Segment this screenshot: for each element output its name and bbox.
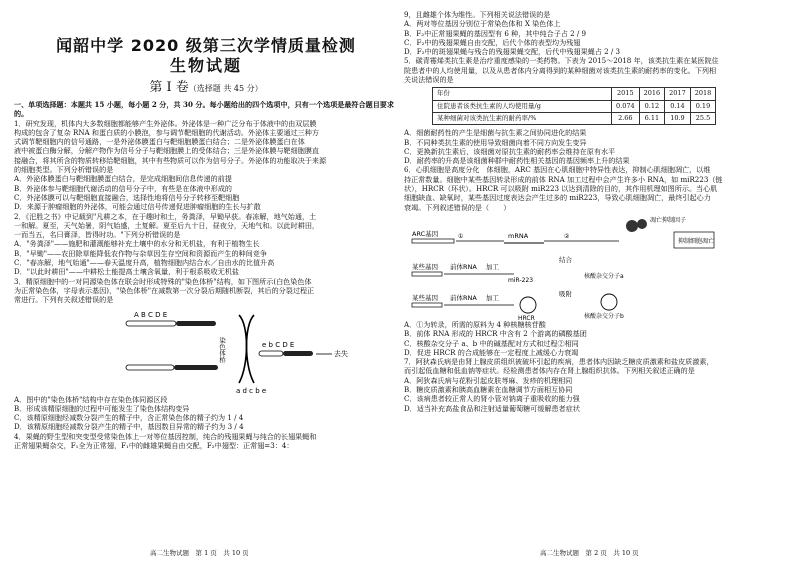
text-line: 院患者中的人均使用量，以及从患者体内分离得到的某种细菌对该类抗生素的耐药率的变化。下列相	[404, 65, 717, 75]
section-sub: （选择题 共 45 分）	[188, 84, 263, 93]
left-column	[14, 10, 398, 450]
text-line: 2．《汜胜之书》中记载到"凡耕之本，在于趣时和土，务粪泽，早锄早获。春冻解，地气始通，土	[14, 211, 317, 221]
text-line: C．该病患者较正常人的肾小管对钠离子重吸收的能力强	[404, 394, 580, 404]
mirna-mechanism-figure	[404, 212, 788, 320]
text-line: D．该精原细胞经减数分裂产生的精子中，基因数目异常的精子约为 3 / 4	[14, 422, 244, 432]
text-line: 1．研究发现，机体内大多数细胞都能够产生外泌体。外泌体是一种广泛分布于体液中的由双层膜	[14, 118, 317, 128]
gene-b-bar	[412, 303, 442, 307]
arc-gene-bar	[412, 239, 454, 243]
table-cell: 6.11	[639, 112, 665, 124]
text-line: D．来源于肿瘤细胞的外泌体，可能会通过信号传递促进肿瘤细胞的生长与扩散	[14, 202, 261, 212]
chromosome-white-right	[259, 351, 283, 356]
text-line: C．核酸杂交分子 a、b 中的碱基配对方式和过程②相同	[404, 338, 579, 348]
fig2-hrcr-label: HRCR	[518, 314, 535, 320]
fig2-hybrid-b-label: 核酸杂交分子b	[584, 312, 624, 320]
chromosome-black-top	[176, 321, 216, 326]
subject-title: 生物试题	[169, 56, 242, 75]
text-line: 为正常染色体，字母表示基因)，"染色体桥"在减数第一次分裂后期随机断裂，其后的分裂过程正	[14, 285, 315, 295]
text-line: 液中被蛋白酶分解，分解产物作为信号分子与靶细胞膜上的受体结合；三是外泌体膜与靶细胞膜直	[14, 146, 320, 156]
table-cell: 2016	[639, 88, 665, 100]
text-line: A．外泌体膜蛋白与靶细胞膜蛋白结合，是完成细胞间信息传递的前提	[14, 174, 232, 184]
fig2-mir-label: miR-223	[508, 276, 534, 284]
text-line: A．①为转录，所需的原料为 4 种核糖核苷酸	[404, 319, 546, 329]
text-line: 接融合，将其所含的物质转移给靶细胞，其中有些物质可以作为信号分子。外泌体的功能取决于来源	[14, 155, 327, 165]
text-line: B．形成该精原细胞的过程中可能发生了染色体结构变异	[14, 403, 190, 413]
text-line: D．促进 HRCR 的合成能够在一定程度上减缓心力衰竭	[404, 347, 579, 357]
fig1-label-right: e b C D E	[262, 340, 295, 349]
table-row	[433, 100, 716, 112]
text-line: 细胞缺血、缺氧时，某些基因过度表达会产生过多的 miR223，导致心肌细胞凋亡，最终引起心力	[404, 193, 711, 203]
fig2-apop-label: 凋亡抑制因子	[650, 216, 687, 224]
right-question-text-3	[404, 320, 788, 413]
section-heading	[14, 80, 398, 97]
text-line: D．适当补充高盐食品和注射适量葡萄糖可缓解患者症状	[404, 403, 580, 413]
table-cell: 0.074	[612, 100, 640, 112]
chromosome-white-top	[126, 321, 176, 326]
section-label: 第 Ⅰ 卷	[149, 80, 189, 95]
left-question-text-2	[14, 395, 398, 451]
fig2-process-label: 加工	[486, 262, 499, 271]
antibiotic-table	[432, 87, 716, 125]
instructions: 一、单项选择题：本题共 15 小题，每小题 2 分，共 30 分。每小题给出的四个选项中，只有一个选项是最符合题目要求的。	[14, 100, 394, 119]
hrcr-ring	[520, 297, 536, 313]
fig2-inhibit-label: 抑制细胞凋亡	[678, 237, 715, 245]
fig2-hybrid-a-label: 核酸杂交分子a	[584, 272, 624, 280]
right-question-text-2	[404, 128, 788, 212]
table-cell: 0.12	[639, 100, 665, 112]
fig2-bind-label: 结合	[559, 255, 572, 264]
text-line: 常进行。下列有关叙述错误的是	[14, 295, 114, 305]
table-row	[433, 112, 716, 124]
left-question-text	[14, 119, 398, 305]
text-line: 9，且雌雄个体为维性。下列相关说法错误的是	[404, 10, 551, 19]
text-line: 的细胞类型。下列分析错误的是	[14, 165, 114, 175]
fig1-label-break: 去失	[334, 349, 348, 358]
text-line: 7．阿狄森氏病是由肾上腺皮质组织被破坏引起的疾病，患者体内因缺乏糖皮质激素和盐皮质激素，	[404, 357, 714, 367]
table-cell: 0.19	[690, 100, 716, 112]
table-cell: 住院患者该类抗生素的人均使用量/g	[433, 100, 612, 112]
fig1-label-top: A B C D E	[134, 310, 168, 319]
table-cell: 2.66	[612, 112, 640, 124]
exam-title: 闻韶中学 2020 级第三次学情质量检测	[56, 36, 356, 55]
text-line: A．两对等位基因分别位于常染色体和 X 染色体上	[404, 19, 561, 29]
right-question-text	[404, 10, 788, 84]
fig2-prerna-label: 前体RNA	[450, 262, 477, 271]
fig2-adsorb-label: 吸附	[559, 289, 572, 298]
text-line: B．外泌体参与靶细胞代谢活动的信号分子中，有些是在体液中形成的	[14, 183, 233, 193]
table-header-row	[433, 88, 716, 100]
fig2-arc-label: ARC基因	[412, 229, 439, 238]
text-line: 而引起低血糖和低血钠等症状。经检测患者体内存在肾上腺组织抗体。下列相关叙述正确的是	[404, 366, 695, 376]
text-line: D．"以此时耕田"——中耕松土能提高土壤含氧量，利于根系吸收无机盐	[14, 267, 240, 277]
text-line: A．细菌耐药性的产生是细菌与抗生素之间协同进化的结果	[404, 128, 587, 138]
hybrid-b-ring	[601, 294, 617, 310]
right-column	[404, 10, 788, 413]
text-line: C．外泌体膜可以与靶细胞直接融合，选择性地将信号分子转移至靶细胞	[14, 192, 240, 202]
bridge-strand-2	[247, 315, 255, 383]
text-line: 一和解。夏至，天气始暑，阴气始盛，土复解。夏至后九十日，昼夜分，天地气和。以此时耕田，	[14, 220, 320, 230]
page-footer-left: 高二生物试题 第 1 页 共 10 页	[150, 549, 249, 557]
table-cell: 某种细菌对该类抗生素的耐药率/%	[433, 112, 612, 124]
chromosome-bridge-figure	[14, 305, 398, 395]
chromosome-black-bottom	[174, 365, 218, 370]
text-line: B．糖皮质激素和胰高血糖素在血糖调节方面相互协同	[404, 385, 573, 395]
text-line: 正常翅果蝇杂交，F₁全为正常翅，F₁中的雌雄果蝇自由交配，F₂中翅型：正常翅=3：4：	[14, 441, 294, 451]
table-cell: 2018	[690, 88, 716, 100]
chromosome-white-bottom	[126, 365, 174, 370]
text-line: 6．心肌细胞是高度分化 体细胞，ARC 基因在心肌细胞中特异性表达，抑制心肌细胞凋亡，以维	[404, 165, 711, 175]
fig2-step1: ①	[458, 232, 464, 240]
page-footer-right: 高二生物试题 第 2 页 共 10 页	[540, 549, 639, 557]
text-line: 衰竭。下列叙述错误的是（ ）	[404, 202, 511, 212]
text-line: C．"春冻解，地气始通"——春天温度升高，植物细胞内结合水／自由水的比值升高	[14, 258, 275, 268]
text-line: C．F₂中的残翅果蝇自由交配，后代个体的表型均为残翅	[404, 37, 581, 47]
chromosome-black-right	[283, 351, 313, 356]
fig1-label-bridge: 染色体桥	[218, 336, 226, 363]
text-line: 状），HRCR（环状）。HRCR 可以吸附 miR223 以达到清除的目的，其作用机理如图所示。当心肌	[404, 184, 718, 194]
text-line: D．耐药率的升高是该细菌种群中耐药性相关基因的基因频率上升的结果	[404, 156, 630, 166]
text-line: C．更换新抗生素后，该细菌对原抗生素的耐药率会维持在原有水平	[404, 146, 616, 156]
text-line: D．F₂中的斑翅果蝇与残合的残翅果蝇交配，后代中残翅果蝇占 2 / 3	[404, 47, 621, 57]
fig2-gene-b-label: 某些基因	[412, 293, 438, 302]
text-line: A．图中的"染色体桥"结构中存在染色体同源区段	[14, 394, 168, 404]
fig1-label-bottom: a d c b e	[236, 386, 267, 395]
text-line: 一而当五，名曰膏泽，皆得时功。"下列分析错误的是	[14, 230, 181, 240]
bridge-strand-1	[239, 315, 247, 383]
text-line: B．不同种类抗生素的使用导致细菌向着不同方向发生变异	[404, 137, 587, 147]
text-line: B．前体 RNA 形成的 HRCR 中含有 2 个游离的磷酸基团	[404, 329, 587, 339]
text-line: 5．碳青霉烯类抗生素是治疗重度感染的一类药物。下表为 2015～2018 年，该类抗生素在某医院住	[404, 56, 719, 66]
apoptosis-factor-blob	[637, 219, 647, 229]
text-line: B．F₂中正常翅果蝇的基因型有 6 种，其中纯合子占 2 / 9	[404, 28, 587, 38]
fig2-process2-label: 加工	[486, 293, 499, 302]
table-cell: 2015	[612, 88, 640, 100]
text-line: C．该精原细胞经减数分裂产生的精子中，含正常染色体的精子约为 1 / 4	[14, 413, 244, 423]
text-line: 构成的包含了复杂 RNA 和蛋白质的小膜泡，参与调节靶细胞的代谢活动。外泌体主要通过三种方	[14, 127, 319, 137]
gene-a-bar	[412, 272, 442, 276]
table-cell: 25.5	[690, 112, 716, 124]
fig2-prerna2-label: 前体RNA	[450, 293, 477, 302]
table-cell: 2017	[665, 88, 691, 100]
fig2-mrna-label: mRNA	[508, 231, 529, 240]
apoptosis-factor-blob	[626, 220, 638, 232]
table-cell: 0.14	[665, 100, 691, 112]
text-line: B．"早锄"——农田除草能降低农作物与杂草因生存空间和资源而产生的种间竞争	[14, 248, 267, 258]
text-line: 关说法错误的是	[404, 75, 454, 85]
text-line: A．"务粪泽"——施肥和灌溉能够补充土壤中的水分和无机盐，有利于植物生长	[14, 239, 260, 249]
fig2-step2: ②	[564, 232, 570, 240]
text-line: 4．果蝇的野生型和突变型受常染色体上一对等位基因控制，纯合的残翅果蝇与纯合的长翅果蝇和	[14, 431, 317, 441]
text-line: 3．精原细胞中的一对同源染色体在联会时形成特殊的"染色体桥"结构，如下图所示(白色染色体	[14, 276, 312, 286]
text-line: 持正常数量。细胞中某些基因转录形成的前体 RNA 加工过程中会产生许多小 RNA，如 miR223（链	[404, 174, 723, 184]
table-cell: 10.9	[665, 112, 691, 124]
text-line: 式调节靶细胞内的信号通路，一是外泌体膜蛋白与靶细胞膜蛋白结合；二是外泌体膜蛋白在体	[14, 137, 305, 147]
table-cell: 年份	[433, 88, 612, 100]
fig2-gene-a-label: 某些基因	[412, 262, 438, 271]
text-line: A．阿狄森氏病与花粉引起皮肤荨麻、发疹的机理相同	[404, 375, 573, 385]
